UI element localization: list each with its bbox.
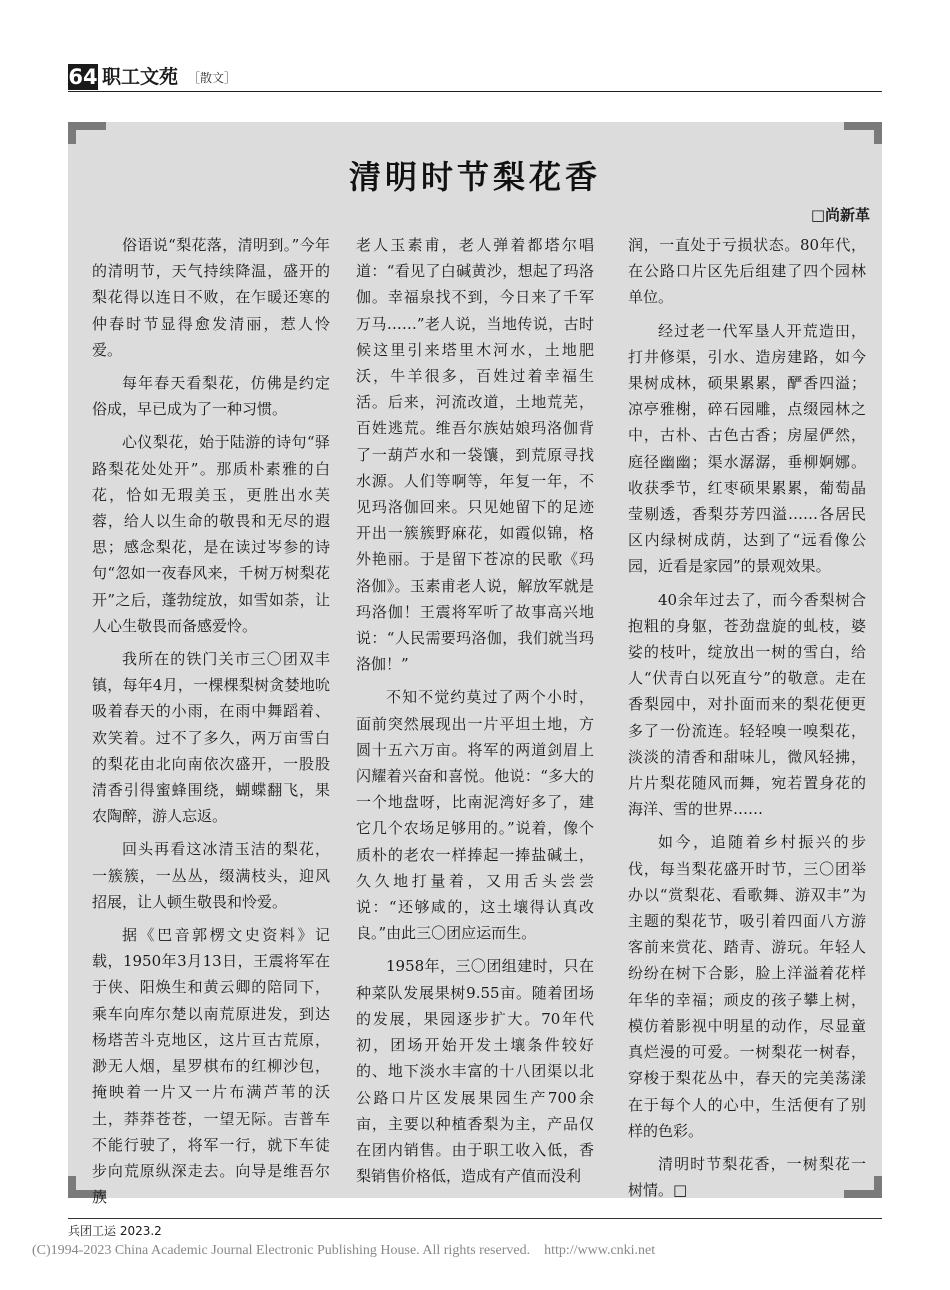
paragraph: 经过老一代军垦人开荒造田，打井修渠，引水、造房建路，如今果树成林，硕果累累，酽香四溢；凉亭雅榭，碎石园雕，点缀园林之中，古朴、古色古香；房屋俨然，庭径幽幽；渠水潺潺，垂柳婀娜。收获季节，红枣硕果累累，葡萄晶莹剔透，香梨芬芳四溢……各居民区内绿树成荫，达到了“远看像公园，近看是家园”的景观效果。 <box>628 321 866 576</box>
copyright-notice <box>32 1243 655 1259</box>
section-label: ［散文］ <box>188 71 237 85</box>
issue-label: 兵团工运 2023.2 <box>68 1224 162 1238</box>
paragraph: 回头再看这冰清玉洁的梨花，一簇簇，一丛丛，缀满枝头，迎风招展，让人顿生敬畏和怜爱。 <box>92 840 330 911</box>
paragraph: 心仪梨花，始于陆游的诗句“驿路梨花处处开”。那质朴素雅的白花，恰如无瑕美玉，更胜出水芙蓉，给人以生命的敬畏和无尽的遐思；感念梨花，是在读过岑参的诗句“忽如一夜春风来，千树万树梨花开”之后，蓬勃绽放，如雪如荼，让人心生敬畏而备感爱怜。 <box>92 433 330 635</box>
corner-bracket-top-right <box>844 122 882 144</box>
paragraph: 润，一直处于亏损状态。80年代，在公路口片区先后组建了四个园林单位。 <box>628 236 866 307</box>
paragraph: 我所在的铁门关市三〇团双丰镇，每年4月，一棵棵梨树贪婪地吮吸着春天的小雨，在雨中舞蹈着、欢笑着。过不了多久，两万亩雪白的梨花由北向南依次盛开，一股股清香引得蜜蜂围绕，蝴蝶翻飞，果农陶醉，游人忘返。 <box>92 650 330 826</box>
paragraph: 据《巴音郭楞文史资料》记载，1950年3月13日，王震将军在于侠、阳焕生和黄云卿的陪同下，乘车向库尔楚以南荒原进发，到达杨塔苦斗克地区，这片亘古荒原，渺无人烟，星罗棋布的红柳沙包，掩映着一片又一片布满芦苇的沃土，莽莽苍苍，一望无际。吉普车不能行驶了，将军一行，就下车徒步向荒原纵深走去。向导是维吾尔族 <box>92 926 330 1207</box>
paragraph: 如今，追随着乡村振兴的步伐，每当梨花盛开时节，三〇团举办以“赏梨花、看歌舞、游双丰”为主题的梨花节，吸引着四面八方游客前来赏花、踏青、游玩。年轻人纷纷在树下合影，脸上洋溢着花样年华的幸福；顽皮的孩子攀上树，模仿着影视中明星的动作，尽显童真烂漫的可爱。一树梨花一树春，穿梭于梨花丛中，春天的完美荡漾在于每个人的心中，生活便有了别样的色彩。 <box>628 833 866 1140</box>
paragraph: 俗语说“梨花落，清明到。”今年的清明节，天气持续降温，盛开的梨花得以连日不败，在乍暖还寒的仲春时节显得愈发清丽，惹人怜爱。 <box>92 236 330 359</box>
paragraph: 不知不觉约莫过了两个小时，面前突然展现出一片平坦土地，方圆十五六万亩。将军的两道剑眉上闪耀着兴奋和喜悦。他说：“多大的一个地盘呀，比南泥湾好多了，建它几个农场足够用的。”说着，像个质朴的老农一样捧起一捧盐碱土，久久地打量着，又用舌头尝尝说：“还够咸的，这土壤得认真改良。”由此三〇团应运而生。 <box>356 688 594 943</box>
page-header <box>68 62 882 92</box>
corner-bracket-top-left <box>68 122 106 144</box>
paragraph: 清明时节梨花香，一树梨花一树情。□ <box>628 1154 866 1200</box>
article-author: □尚新革 <box>810 206 870 224</box>
paragraph: 每年春天看梨花，仿佛是约定俗成，早已成为了一种习惯。 <box>92 374 330 419</box>
header-rule <box>68 91 882 92</box>
paragraph: 40余年过去了，而今香梨树合抱粗的身躯，苍劲盘旋的虬枝，婆娑的枝叶，绽放出一树的雪白，给人“伏青白以死直兮”的敬意。走在香梨园中，对扑面而来的梨花便更多了一份流连。轻轻嗅一嗅梨花，淡淡的清香和甜味儿，微风轻拂，片片梨花随风而舞，宛若置身花的海洋、雪的世界…… <box>628 590 866 819</box>
article-title: 清明时节梨花香 <box>348 158 601 196</box>
footer-rule <box>68 1218 882 1219</box>
copyright-text: (C)1994-2023 China Academic Journal Electronic Publishing House. All rights reserved. <box>32 1243 531 1258</box>
text-column-2 <box>356 232 594 1196</box>
paragraph: 老人玉素甫，老人弹着都塔尔唱道：“看见了白碱黄沙，想起了玛洛伽。幸福泉找不到，今日来了千军万马……”老人说，当地传说，古时候这里引来塔里木河水，土地肥沃，牛羊很多，百姓过着幸福生活。后来，河流改道，土地荒芜，百姓逃荒。维吾尔族姑娘玛洛伽背了一葫芦水和一袋馕，到荒原寻找水源。人们等啊等，年复一年，不见玛洛伽回来。只见她留下的足迹开出一簇簇野麻花，如霞似锦，格外艳丽。于是留下苍凉的民歌《玛洛伽》。玉素甫老人说，解放军就是玛洛伽！王震将军听了故事高兴地说：“人民需要玛洛伽，我们就当玛洛伽！” <box>356 236 594 674</box>
source-url: http://www.cnki.net <box>544 1243 656 1258</box>
paragraph: 1958年，三〇团组建时，只在种菜队发展果树9.55亩。随着团场的发展，果园逐步扩大。70年代初，团场开始开发土壤条件较好的、地下淡水丰富的十八团渠以北公路口片区发展果园生产700余亩，主要以种植香梨为主，产品仅在团内销售。由于职工收入低，香梨销售价格低，造成有产值而没利 <box>356 957 594 1186</box>
article-panel <box>68 122 882 1207</box>
text-column-3 <box>628 232 866 1210</box>
text-column-1 <box>92 232 330 1217</box>
magazine-column-title: 职工文苑 <box>102 66 179 88</box>
page-number: 64 <box>68 65 98 89</box>
